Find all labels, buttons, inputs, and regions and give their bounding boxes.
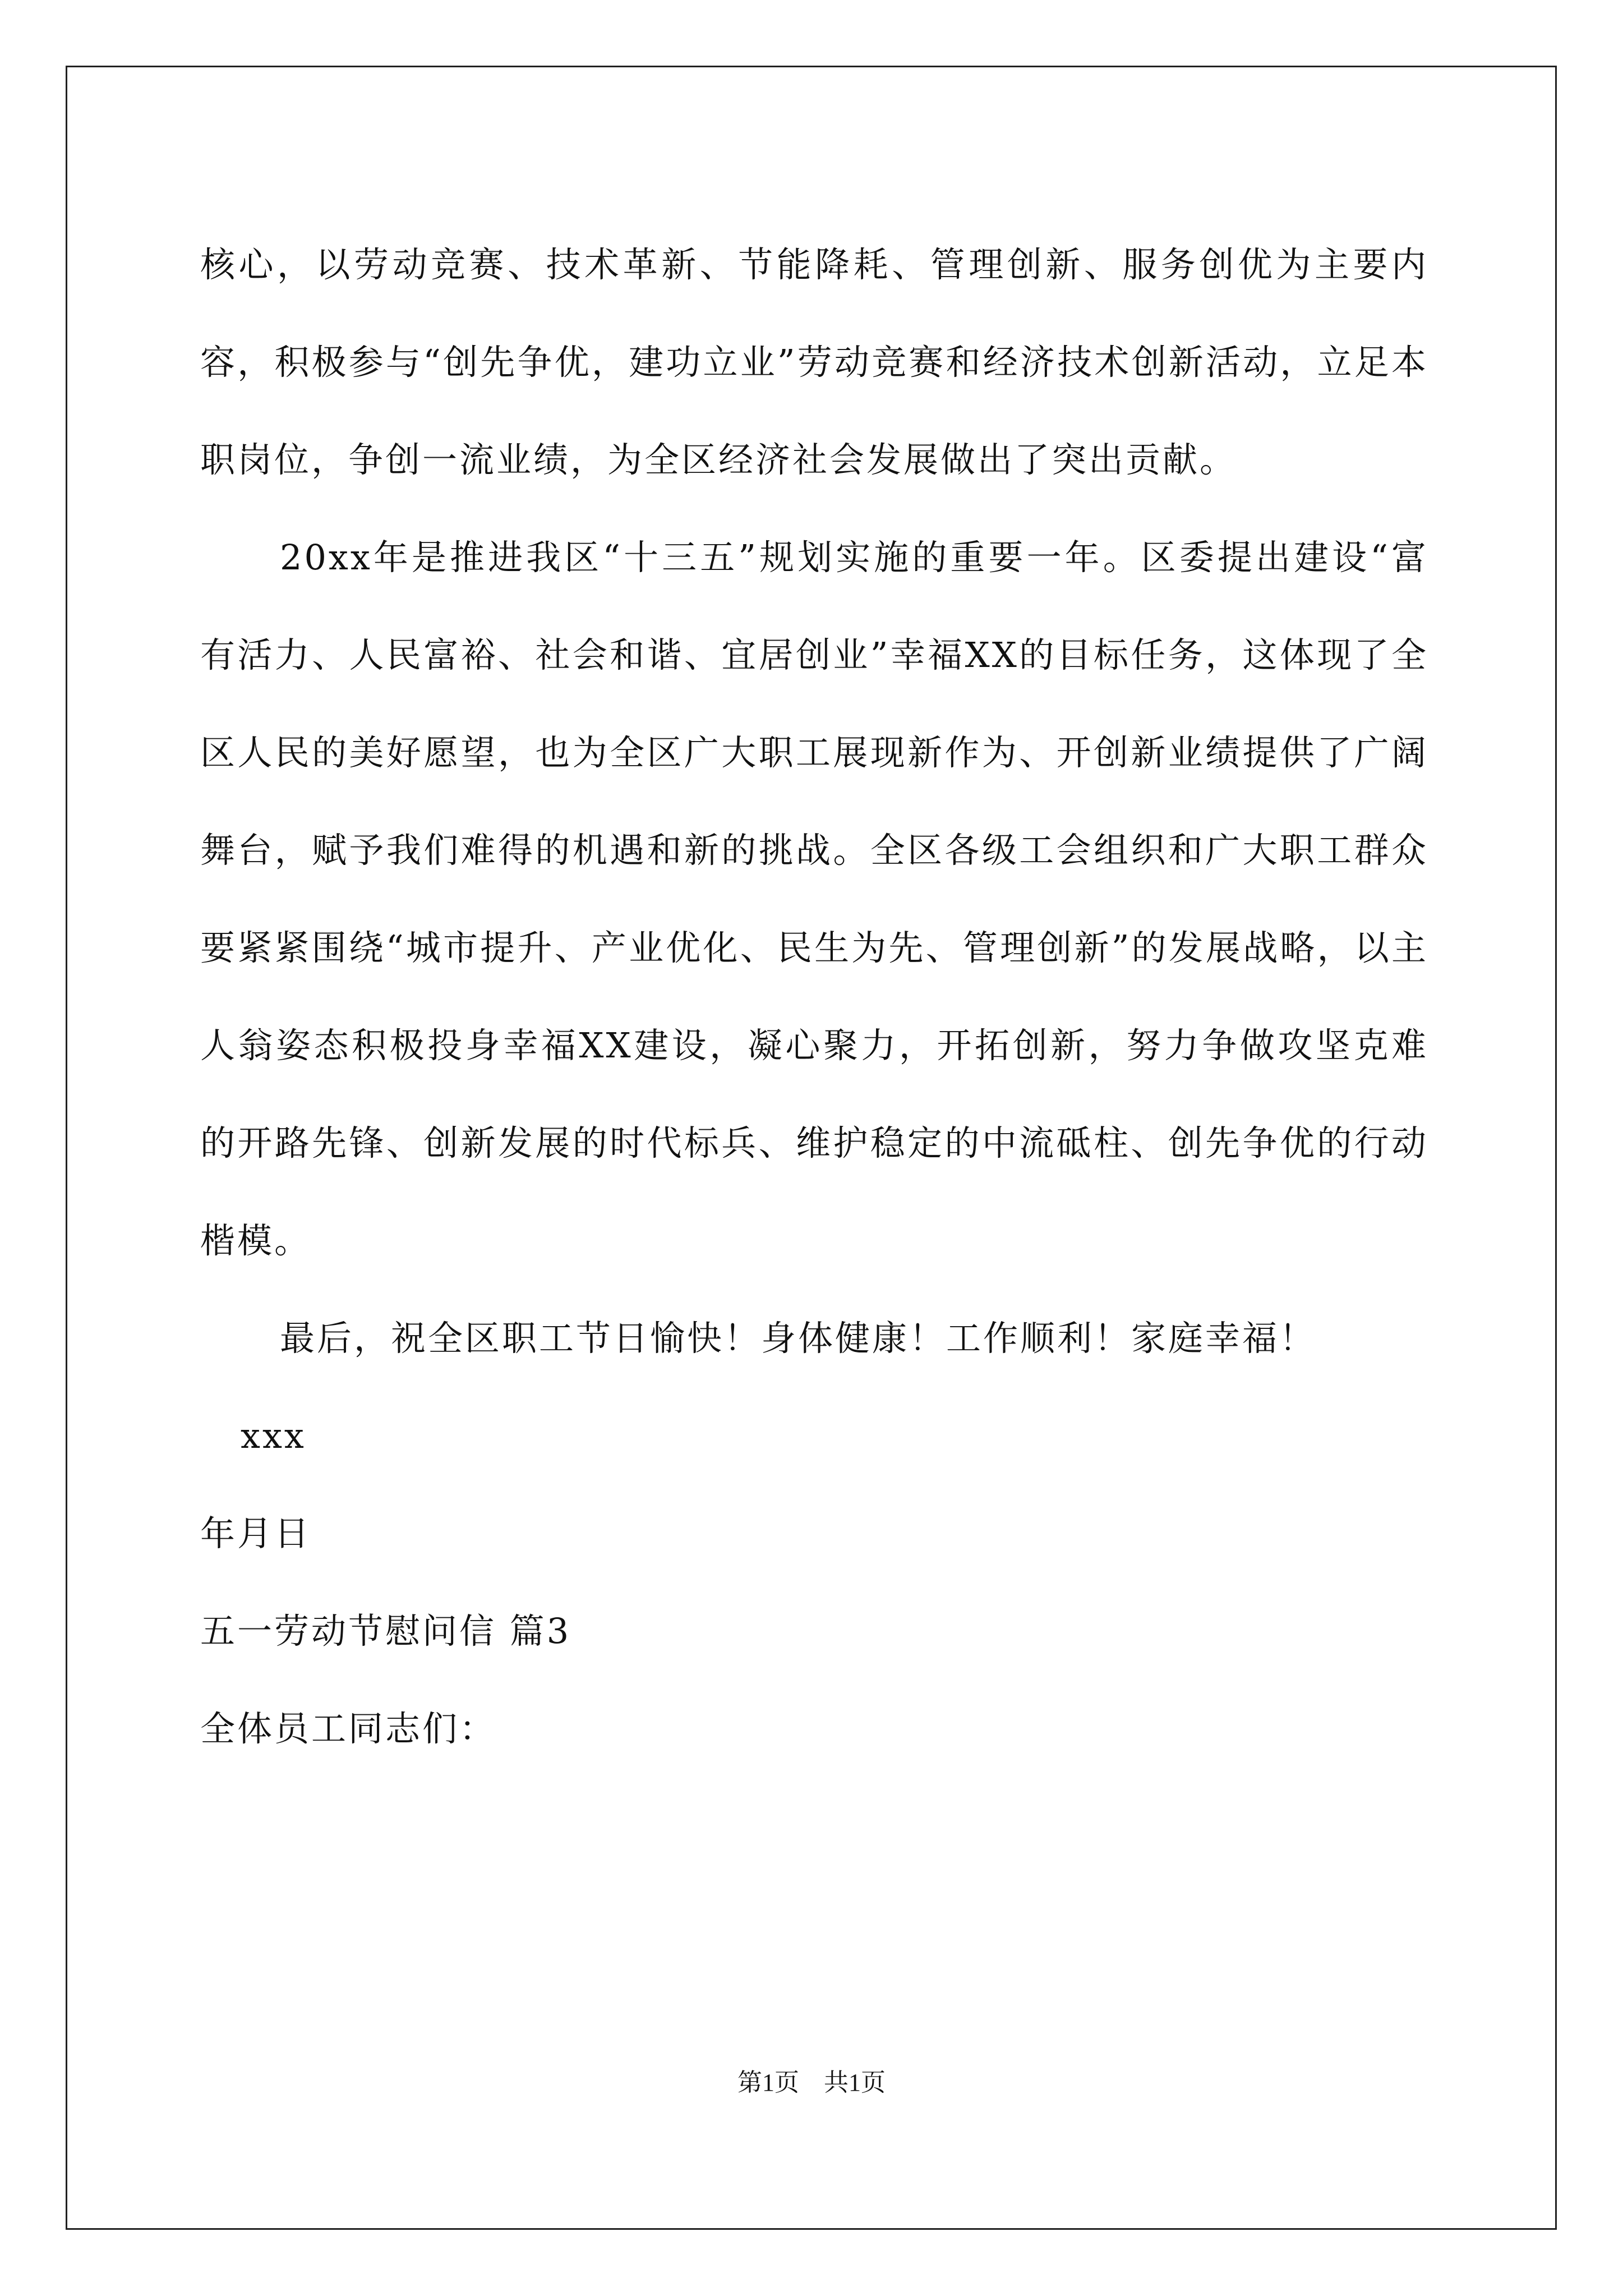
salutation: 全体员工同志们： bbox=[200, 1708, 497, 1749]
page-number: 第1页 bbox=[737, 2069, 799, 2096]
document-body bbox=[200, 216, 1428, 1778]
paragraph-closing-wishes: 最后，祝全区职工节日愉快！身体健康！工作顺利！家庭幸福！ bbox=[280, 1318, 1317, 1359]
paragraph-plan: 20xx年是推进我区“十三五”规划实施的重要一年。区委提出建设“富有活力、人民富裕、社会和谐、宜居创业”幸福XX的目标任务，这体现了全区人民的美好愿望，也为全区广大职工展现新作为、开创新业绩提供了广阔舞台，赋予我们难得的机遇和新的挑战。全区各级工会组织和广大职工群众要紧紧围绕“城市提升、产业优化、民生为先、管理创新”的发展战略，以主人翁姿态积极投身幸福XX建设，凝心聚力，开拓创新，努力争做攻坚克难的开路先锋、创新发展的时代标兵、维护稳定的中流砥柱、创先争优的行动楷模。 bbox=[200, 537, 1428, 1261]
section-heading: 五一劳动节慰问信 篇3 bbox=[200, 1611, 571, 1651]
page-footer bbox=[0, 2066, 1623, 2100]
signature: xxx bbox=[241, 1415, 306, 1456]
paragraph-continuation: 核心，以劳动竞赛、技术革新、节能降耗、管理创新、服务创优为主要内容，积极参与“创先争优，建功立业”劳动竞赛和经济技术创新活动，立足本职岗位，争创一流业绩，为全区经济社会发展做出了突出贡献。 bbox=[200, 244, 1428, 480]
page-total: 共1页 bbox=[824, 2069, 886, 2096]
date-line: 年月日 bbox=[200, 1513, 312, 1554]
